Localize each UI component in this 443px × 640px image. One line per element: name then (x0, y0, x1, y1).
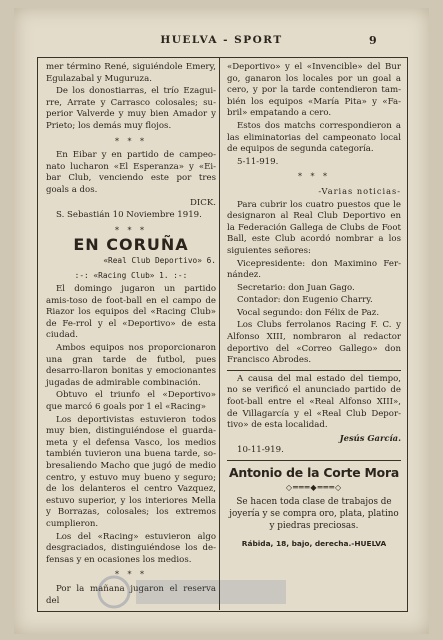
divider-line (227, 370, 401, 371)
ornament-icon: ◇═══◆═══◇ (285, 482, 343, 492)
paragraph: Obtuvo el triunfo el «Deportivo» que marcó 6 goals por 1 el «Racing» (46, 390, 216, 413)
ad-text: Se hacen toda clase de trabajos de joyería y se compra oro, plata, platino y piedras preciosas. (229, 497, 399, 532)
paragraph: Contador: don Eugenio Charry. (237, 295, 373, 306)
paragraph: Los deportivistas estuvieron todos muy bien, distinguiéndose el guarda-meta y el defensa Vasco, los medios también tuvieron una buena tarde, so-bresaliendo Macho que jugó de medio centro, y estuvo muy bueno y seguro; de los delanteros el centro Vazquez, estuvo superior, y los interiores Mella y Borrazas, colosales; los extremos cumplieron. (46, 414, 216, 529)
match-result-2: :-: «Racing Club» 1. :-: (74, 270, 188, 280)
page-number: 9 (369, 34, 379, 47)
separator-stars: * * * (114, 570, 148, 580)
paragraph: Para cubrir los cuatro puestos que le designaron al Real Club Deportivo en la Federación Gallega de Clubs de Foot Ball, este Club acordó nombrar a los siguientes señores: (227, 199, 401, 256)
separator-stars: * * * (114, 225, 148, 235)
paragraph: Ambos equipos nos proporcionaron una gran tarde de futbol, pues desarro-llaron bonitas y emocionantes jugadas de admirable combinación. (46, 343, 216, 388)
right-column (227, 62, 401, 550)
page-header (0, 34, 443, 50)
paragraph: Los Clubs ferrolanos Racing F. C. y Alfonso XIII, nombraron al redactor deportivo del «Correo Gallego» don Francisco Abrodes. (227, 320, 401, 366)
signature: Jesús García. (339, 432, 401, 443)
ad-address: Rábida, 18, bajo, derecha.-HUELVA (241, 539, 387, 549)
paragraph: De los donostiarras, el trío Ezagui-rre, Arrate y Carrasco colosales; su-perior Valverde y muy bien Amador y Prieto; los demás muy flojos. (46, 86, 216, 131)
date-line: 10-11-919. (237, 445, 284, 456)
paragraph: mer término René, siguiéndole Emery, Egulazabal y Muguruza. (46, 62, 216, 84)
paragraph: A causa del mal estado del tiempo, no se verificó el anunciado partido de foot-ball entre el «Real Alfonso XIII», de Villagarcía y el «Real Club Depor-tivo» de esta localidad. (227, 373, 401, 431)
separator-stars: * * * (297, 172, 331, 182)
paragraph: Vicepresidente: don Maximino Fer-nández. (227, 258, 401, 281)
paragraph: Secretario: don Juan Gago. (237, 282, 355, 293)
match-result-1: «Real Club Deportivo» 6. (103, 255, 216, 265)
column-divider (219, 57, 220, 610)
ad-title: Antonio de la Corte Mora (228, 465, 400, 480)
left-column (46, 62, 216, 608)
magazine-title: HUELVA - SPORT (160, 34, 283, 46)
separator-stars: * * * (114, 136, 148, 146)
author-name: DICK. (189, 197, 216, 208)
dateline: S. Sebastián 10 Noviembre 1919. (56, 210, 202, 221)
paragraph: Vocal segundo: don Félix de Paz. (237, 307, 380, 318)
section-title: EN CORUÑA (73, 235, 189, 255)
paragraph: Por la mañana jugaron el reserva del (46, 583, 216, 606)
date-line: 5-11-919. (237, 156, 279, 167)
paragraph: El domingo jugaron un partido amis-toso de foot-ball en el campo de Riazor los equipos del «Racing Club» de Fe-rrol y el «Deportivo» de esta ciudad. (46, 284, 216, 341)
paragraph: Los del «Racing» estuvieron algo desgraciados, distinguiéndose los de-fensas y en ocasiones los medios. (46, 531, 216, 565)
paragraph: En Eibar y en partido de campeo-nato lucharon «El Esperanza» y «Ei-bar Club, venciendo este por tres goals a dos. (46, 150, 216, 195)
paragraph: Estos dos matchs correspondieron a las eliminatorias del campeonato local de equipos de segunda categoría. (227, 120, 401, 155)
paragraph: «Deportivo» y el «Invencible» del Bur go, ganaron los locales por un goal a cero, y por la tarde contendieron tam-bién los equipos «María Pita» y «Fa-bril» empatando a cero. (227, 62, 401, 119)
section-title-varias: -Varias noticias- (318, 185, 401, 196)
divider-line (227, 460, 401, 461)
